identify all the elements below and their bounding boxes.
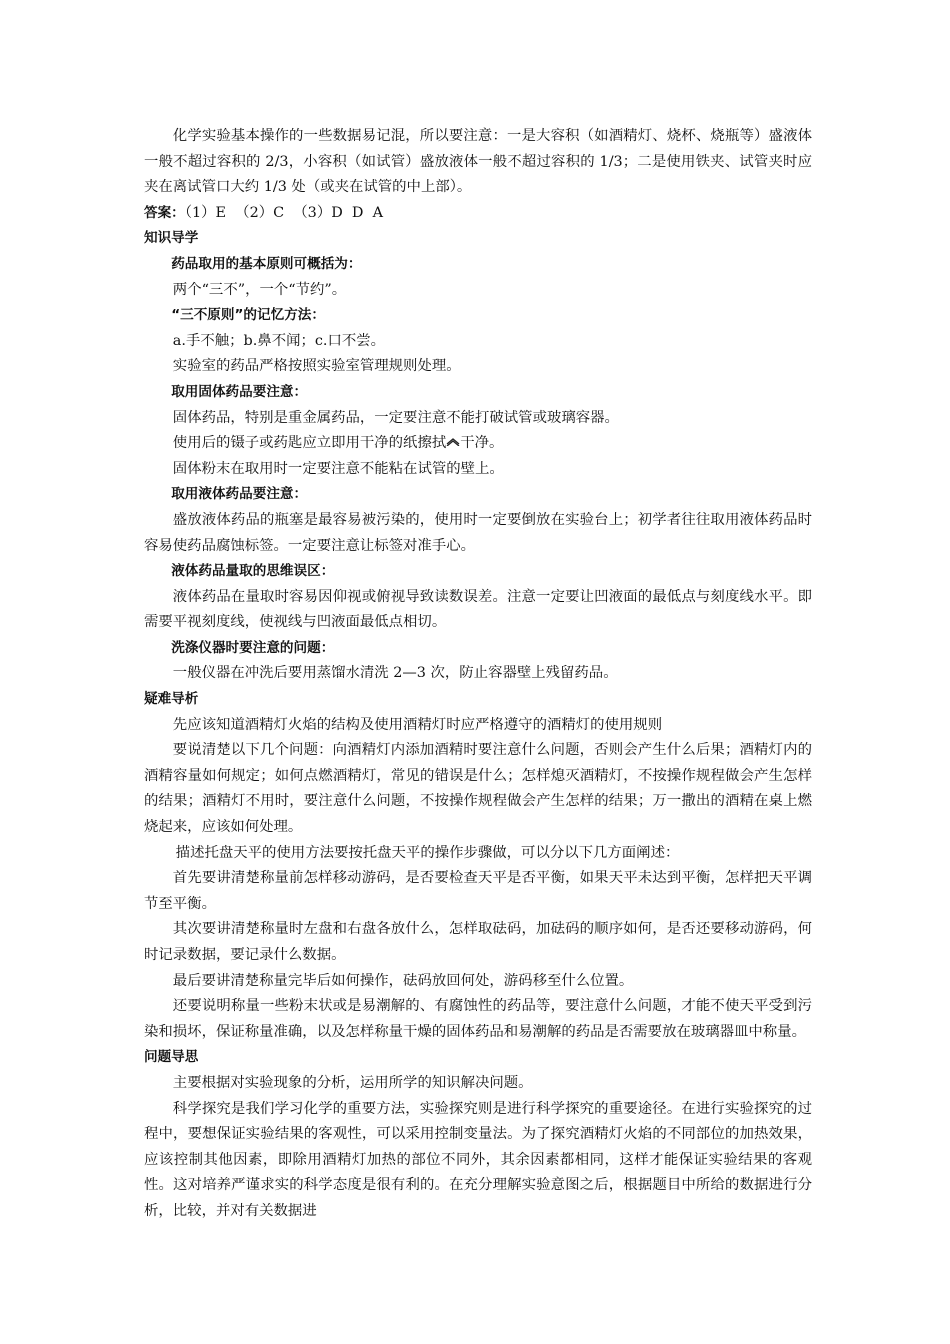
- lab-rule-text: 实验室的药品严格按照实验室管理规则处理。: [172, 358, 461, 375]
- question-p1: 主要根据对实验现象的分析，运用所学的知识解决问题。: [172, 1074, 533, 1091]
- solid-text-2-end: 干净。: [460, 435, 504, 452]
- measure-text: 液体药品在量取时容易因仰视或俯视导致读数误差。注意一定要让凹液面的最低点与刻度线水平。即需要平视刻度线，使视线与凹液面最低点相切。: [144, 588, 812, 631]
- difficulty-p3: 描述托盘天平的使用方法要按托盘天平的操作步骤做，可以分以下几方面阐述：: [175, 844, 680, 861]
- difficulty-p1: 先应该知道酒精灯火焰的结构及使用酒精灯时应严格遵守的酒精灯的使用规则: [172, 716, 663, 733]
- answer-line: [144, 201, 812, 227]
- solid-text-3: 固体粉末在取用时一定要注意不能粘在试管的壁上。: [172, 460, 504, 477]
- solid-text-1: 固体药品，特别是重金属药品，一定要注意不能打破试管或玻璃容器。: [172, 409, 619, 426]
- caret-up-mark-icon: [446, 436, 460, 446]
- wash-title: 洗涤仪器时要注意的问题：: [171, 639, 335, 656]
- liquid-text: 盛放液体药品的瓶塞是最容易被污染的，使用时一定要倒放在实验台上；初学者往往取用液体药品时容易使药品腐蚀标签。一定要注意让标签对准手心。: [144, 511, 812, 554]
- difficulty-p4: 首先要讲清楚称量前怎样移动游码，是否要检查天平是否平衡，如果天平未达到平衡，怎样把天平调节至平衡。: [144, 870, 812, 912]
- liquid-title: 取用液体药品要注意：: [171, 486, 308, 503]
- memory-text: a.手不触；b.鼻不闻；c.口不尝。: [172, 332, 386, 349]
- solid-text-2: [144, 431, 812, 457]
- solid-title: 取用固体药品要注意：: [171, 383, 308, 400]
- document-page: [144, 124, 812, 1225]
- solid-text-2-start: 使用后的镊子或药匙应立即用干净的纸擦拭: [172, 435, 447, 452]
- principle-text: 两个“三不”，一个“节约”。: [172, 281, 347, 298]
- difficulty-heading: 疑难导析: [144, 691, 199, 708]
- principle-title: 药品取用的基本原则可概括为：: [171, 255, 362, 272]
- wash-text: 一般仪器在冲洗后要用蒸馏水清洗 2—3 次，防止容器壁上残留药品。: [172, 665, 618, 682]
- difficulty-p2: 要说清楚以下几个问题：向酒精灯内添加酒精时要注意什么问题，否则会产生什么后果；酒精灯内的酒精容量如何规定；如何点燃酒精灯，常见的错误是什么；怎样熄灭酒精灯，不按操作规程做会产生怎样的结果；酒精灯不用时，要注意什么问题，不按操作规程做会产生怎样的结果；万一撒出的酒精在桌上燃烧起来，应该如何处理。: [144, 742, 812, 836]
- knowledge-heading: 知识导学: [144, 230, 199, 247]
- memory-title: “三不原则”的记忆方法：: [171, 307, 325, 324]
- question-heading: 问题导思: [144, 1049, 199, 1066]
- question-p2: 科学探究是我们学习化学的重要方法，实验探究则是进行科学探究的重要途径。在进行实验探究的过程中，要想保证实验结果的客观性，可以采用控制变量法。为了探究酒精灯火焰的不同部位的加热效果，应该控制其他因素，即除用酒精灯加热的部位不同外，其余因素都相同，这样才能保证实验结果的客观性。这对培养严谨求实的科学态度是很有利的。在充分理解实验意图之后，根据题目中所给的数据进行分析，比较，并对有关数据进: [144, 1100, 812, 1219]
- difficulty-p7: 还要说明称量一些粉末状或是易潮解的、有腐蚀性的药品等，要注意什么问题，才能不使天平受到污染和损坏，保证称量准确，以及怎样称量干燥的固体药品和易潮解的药品是否需要放在玻璃器皿中称量。: [144, 998, 812, 1040]
- answer-text: （1）E （2）C （3）D D A: [184, 204, 383, 221]
- difficulty-p5: 其次要讲清楚称量时左盘和右盘各放什么，怎样取砝码，加砝码的顺序如何，是否还要移动游码，何时记录数据，要记录什么数据。: [144, 921, 812, 963]
- difficulty-p6: 最后要讲清楚称量完毕后如何操作，砝码放回何处，游码移至什么位置。: [172, 972, 634, 989]
- intro-paragraph: 化学实验基本操作的一些数据易记混，所以要注意：一是大容积（如酒精灯、烧杯、烧瓶等）盛液体一般不超过容积的 2/3，小容积（如试管）盛放液体一般不超过容积的 1/3；二是使用铁夹、试管夹时应夹在离试管口大约 1/3 处（或夹在试管的中上部）。: [144, 128, 812, 196]
- measure-title: 液体药品量取的思维误区：: [171, 563, 335, 580]
- answer-label: 答案：: [144, 204, 185, 221]
